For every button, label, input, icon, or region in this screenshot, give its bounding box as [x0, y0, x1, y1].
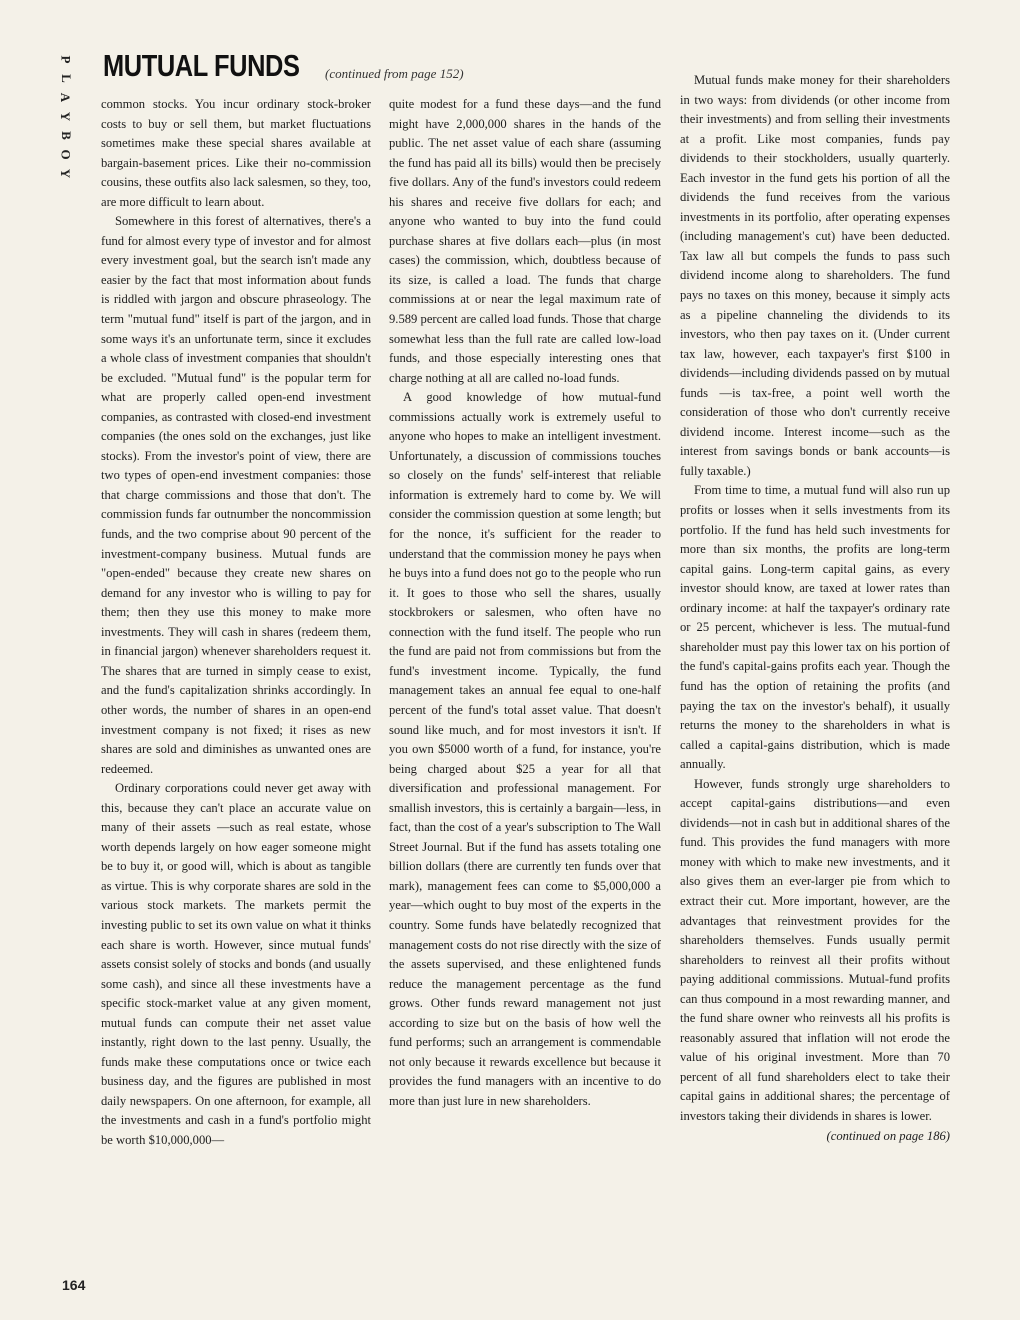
magazine-letter: L [58, 74, 74, 83]
text-column-3 [680, 71, 950, 1146]
paragraph: However, funds strongly urge shareholders to accept capital-gains distributions—and even dividends—not in cash but in additional shares of the fund. This provides the fund managers with more money with which to make new investments, and it also gives them an ever-larger pie from which to extract their cut. More important, however, are the advantages that reinvestment provides for the shareholders themselves. Funds usually permit shareholders to reinvest all their profits without paying additional commissions. Mutual-fund profits can thus compound in a most rewarding manner, and the fund share owner who reinvests all his profits is reasonably assured that inflation will not erode the value of his original investment. More than 70 percent of all fund shareholders elect to take their capital gains in additional shares; the percentage of investors taking their dividends in shares is lower. [680, 776, 950, 1123]
paragraph: Ordinary corporations could never get away with this, because they can't place an accurate value on many of their assets —such as real estate, whose worth depends largely on how eager someone might be to buy it, or good will, which is about as tangible as virtue. This is why corporate shares are sold in the various stock markets. The markets permit the investing public to set its own value on what it thinks each share is worth. However, since mutual funds' assets consist solely of stocks and bonds (and usually some cash), and since all these investments have a specific stock-market value at any given moment, mutual funds can compute their net asset value instantly, right down to the last penny. Usually, the funds make these computations once or twice each business day, and the figures are published in most daily newspapers. On one afternoon, for example, all the investments and cash in a fund's portfolio might be worth $10,000,000— [101, 781, 371, 1147]
text-column-1 [101, 95, 371, 1151]
magazine-vertical-title [36, 50, 96, 183]
magazine-letter: P [58, 55, 74, 64]
text-column-2 [389, 95, 661, 1111]
continued-on-note: (continued on page 186) [826, 1128, 950, 1143]
paragraph: Somewhere in this forest of alternatives, there's a fund for almost every type of investor and for almost every investment goal, but the search isn't made any easier by the fact that most information about funds is riddled with jargon and obscure phraseology. The term "mutual fund" itself is part of the jargon, and in some ways it's an unfortunate term, since it excludes a whole class of investment companies that shouldn't be excluded. "Mutual fund" is the popular term for what are properly called open-end investment companies, as contrasted with closed-end investment companies (the ones sold on the exchanges, just like stocks). From the investor's point of view, there are two types of open-end investment companies: those that charge commissions and those that don't. The commission funds far outnumber the noncommission funds, and the two comprise about 90 percent of the investment-company business. Mutual funds are "open-ended" because they create new shares on demand for any investor who is willing to pay for them; then they use this money to make more investments. They will cash in shares (redeem them, in financial jargon) whenever shareholders request it. The shares that are turned in simply cease to exist, and the fund's capitalization shrinks accordingly. In other words, the number of shares in an open-end investment company is not fixed; it rises as new shares are sold and diminishes as unwanted ones are redeemed. [101, 214, 371, 776]
paragraph: Mutual funds make money for their shareholders in two ways: from dividends (or other income from their investments) and from selling their investments at a profit. Like most companies, funds pay dividends to their stockholders, usually quarterly. Each investor in the fund gets his portion of all the dividends the fund receives from the various investments in its portfolio, after operating expenses (including management's cut) have been deducted. Tax law all but compels the funds to pass such dividend income along to shareholders. The fund pays no taxes on this money, because it simply acts as a pipeline channeling the dividends to its investors, who then pay taxes on it. (Under current tax law, however, each taxpayer's first $100 in dividends—including dividends passed on by mutual funds —is tax-free, a point well worth the consideration of those who don't currently receive dividend income. Interest income—such as the interest from savings bonds or bank accounts—is fully taxable.) [680, 73, 950, 478]
magazine-letter: O [58, 149, 74, 160]
paragraph: A good knowledge of how mutual-fund commissions actually work is extremely useful to anyone who hopes to make an intelligent investment. Unfortunately, a discussion of commissions touches so closely on the funds' self-interest that reliable information is extremely hard to come by. We will consider the commission question at some length; but for the nonce, it's sufficient for the reader to understand that the commission money he pays when he buys into a fund does not go to the people who run it. It goes to those who sell the shares, usually stockbrokers or salesmen, who often have no connection with the fund itself. The people who run the fund are paid not from commissions but from the fund's investment income. Typically, the fund management takes an annual fee equal to one-half percent of the fund's total asset value. That doesn't sound like much, and for most investors it isn't. If you own $5000 worth of a fund, for instance, you're being charged about $25 a year for all that diversification and professional management. For smallish investors, this is certainly a bargain—less, in fact, than the cost of a year's subscription to The Wall Street Journal. But if the fund has assets totaling one billion dollars (there are currently ten funds over that mark), management fees can come to $5,000,000 a year—which ought to buy most of the experts in the country. Some funds have belatedly recognized that management costs do not rise directly with the size of the assets supervised, and these enlightened funds reduce the management percentage as the fund grows. Other funds reward management not just according to size but on the basis of how well the fund performs; such an arrangement is commendable not only because it rewards excellence but because it provides the fund managers with an incentive to do more than just lure in new shareholders. [389, 390, 661, 1108]
continued-from-note: (continued from page 152) [325, 66, 464, 81]
page-number: 164 [62, 1277, 86, 1293]
magazine-letter: Y [58, 168, 74, 179]
magazine-letter: B [58, 131, 74, 140]
paragraph: common stocks. You incur ordinary stock-broker costs to buy or sell them, but market fluctuations sometimes make these special shares available at bargain-basement prices. Like their no-commission cousins, these outfits also lack salesmen, so they, too, are more difficult to learn about. [101, 97, 371, 209]
magazine-letter: A [58, 92, 74, 103]
paragraph: From time to time, a mutual fund will also run up profits or losses when it sells investments from its portfolio. If the fund has held such investments for more than six months, the profits are long-term capital gains. Long-term capital gains, as every investor should know, are taxed at lower rates than ordinary income: at half the taxpayer's ordinary rate or 25 percent, whichever is less. The mutual-fund shareholder must pay this lower tax on his portion of the fund's capital-gains profits each year. Though the fund has the option of retaining the profits (and paying the tax on the investor's behalf), it usually returns the money to the shareholders in what is called a capital-gains distribution, which is made annually. [680, 483, 950, 772]
article-title: MUTUAL FUNDS [103, 48, 300, 83]
article-header [103, 48, 464, 88]
magazine-letter: Y [58, 111, 74, 122]
paragraph: quite modest for a fund these days—and the fund might have 2,000,000 shares in the hands of the public. The net asset value of each share (assuming the fund has paid all its bills) would then be precisely five dollars. Any of the fund's investors could redeem his shares and receive five dollars for each; and anyone who wanted to buy into the fund could purchase shares at five dollars each—plus (in most cases) the commission, which, doubtless because of its size, is called a load. The funds that charge commissions at or near the legal maximum rate of 9.589 percent are called load funds. Those that charge somewhat less than the full rate are called low-load funds, and those especially interesting ones that charge nothing at all are called no-load funds. [389, 97, 661, 385]
